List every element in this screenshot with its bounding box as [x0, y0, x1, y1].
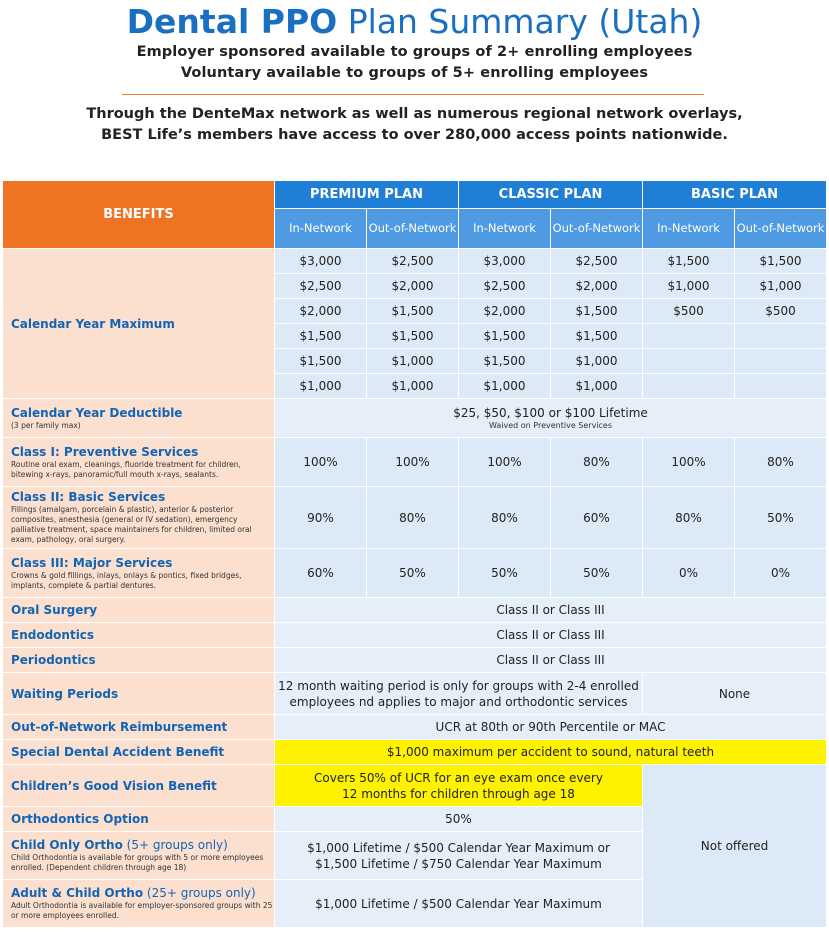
subtitle-voluntary: Voluntary available to groups of 5+ enrolling employees	[180, 65, 649, 81]
table-cell: 80%	[367, 487, 459, 549]
table-cell: 80%	[459, 487, 551, 549]
intro-line-1: Through the DenteMax network as well as numerous regional network overlays,	[86, 106, 743, 122]
vision-benefit-value	[275, 765, 643, 807]
waiting-periods-basic: None	[643, 673, 827, 715]
table-cell: $1,000	[459, 374, 551, 399]
network-header: Out-of-Network	[735, 209, 827, 249]
orthodontics-option-label: Orthodontics Option	[3, 807, 275, 832]
basic-plan-header: BASIC PLAN	[643, 181, 827, 209]
table-cell: $3,000	[275, 249, 367, 274]
table-cell: $1,500	[459, 324, 551, 349]
adult-ortho-label: Adult & Child Ortho	[11, 886, 144, 900]
table-cell: 50%	[735, 487, 827, 549]
table-cell: $1,000	[551, 349, 643, 374]
table-cell	[735, 324, 827, 349]
class3-label: Class III: Major Services	[11, 555, 173, 570]
table-cell: $1,500	[367, 299, 459, 324]
table-cell: $2,500	[459, 274, 551, 299]
accident-benefit-label: Special Dental Accident Benefit	[3, 740, 275, 765]
table-cell: 100%	[275, 438, 367, 487]
table-cell: $1,000	[275, 374, 367, 399]
table-cell: 50%	[551, 549, 643, 598]
table-cell: $1,500	[551, 299, 643, 324]
not-offered-cell: Not offered	[643, 765, 827, 928]
child-ortho-note: Child Orthodontia is available for groups with 5 or more employees enrolled. (Dependent children through age 18)	[11, 853, 264, 872]
calendar-year-maximum-label: Calendar Year Maximum	[3, 249, 275, 399]
table-cell: 60%	[551, 487, 643, 549]
table-cell: $2,000	[367, 274, 459, 299]
table-cell: 80%	[735, 438, 827, 487]
vision-line-2: 12 months for children through age 18	[342, 786, 575, 801]
network-header: In-Network	[459, 209, 551, 249]
child-ortho-row-label	[3, 832, 275, 880]
deductible-row-label	[3, 399, 275, 438]
benefits-header: BENEFITS	[3, 181, 275, 249]
table-cell: $3,000	[459, 249, 551, 274]
table-cell: 100%	[459, 438, 551, 487]
title-bold: Dental PPO	[126, 2, 338, 41]
table-cell: $2,000	[551, 274, 643, 299]
orthodontics-option-value: 50%	[275, 807, 643, 832]
network-header: Out-of-Network	[551, 209, 643, 249]
waiting-line-2: employees nd applies to major and orthodontic services	[289, 694, 628, 709]
waiting-periods-value	[275, 673, 643, 715]
table-cell: 80%	[643, 487, 735, 549]
class3-row-label	[3, 549, 275, 598]
table-cell: $1,500	[735, 249, 827, 274]
network-header: In-Network	[643, 209, 735, 249]
table-cell: $500	[735, 299, 827, 324]
table-cell: $1,500	[275, 324, 367, 349]
adult-ortho-value: $1,000 Lifetime / $500 Calendar Year Maximum	[275, 880, 643, 928]
table-cell: 0%	[643, 549, 735, 598]
child-ortho-line-1: $1,000 Lifetime / $500 Calendar Year Maximum or	[307, 840, 610, 855]
oon-reimbursement-value: UCR at 80th or 90th Percentile or MAC	[275, 715, 827, 740]
network-header: In-Network	[275, 209, 367, 249]
table-cell: $500	[643, 299, 735, 324]
table-cell	[735, 349, 827, 374]
classic-plan-header: CLASSIC PLAN	[459, 181, 643, 209]
adult-ortho-row-label	[3, 880, 275, 928]
oral-surgery-label: Oral Surgery	[3, 598, 275, 623]
waiting-line-1: 12 month waiting period is only for groups with 2-4 enrolled	[278, 678, 639, 693]
class2-label: Class II: Basic Services	[11, 490, 166, 504]
accident-benefit-value: $1,000 maximum per accident to sound, natural teeth	[275, 740, 827, 765]
table-cell: $1,000	[551, 374, 643, 399]
table-cell: $1,500	[275, 349, 367, 374]
table-cell: $1,500	[551, 324, 643, 349]
table-cell: 50%	[367, 549, 459, 598]
table-cell: 0%	[735, 549, 827, 598]
table-cell: $1,000	[643, 274, 735, 299]
table-cell: $1,000	[735, 274, 827, 299]
adult-ortho-note: Adult Orthodontia is available for employer-sponsored groups with 25 or more employees enrolled.	[11, 901, 273, 920]
table-cell: $1,500	[367, 324, 459, 349]
table-cell: 90%	[275, 487, 367, 549]
oon-reimbursement-label: Out-of-Network Reimbursement	[3, 715, 275, 740]
deductible-value: $25, $50, $100 or $100 Lifetime	[453, 406, 648, 420]
class3-note: Crowns & gold fillings, inlays, onlays & pontics, fixed bridges, implants, complete & partial dentures.	[11, 570, 242, 590]
deductible-value-cell	[275, 399, 827, 438]
child-ortho-suffix: (5+ groups only)	[122, 838, 228, 852]
periodontics-label: Periodontics	[3, 648, 275, 673]
oral-surgery-value: Class II or Class III	[275, 598, 827, 623]
endodontics-label: Endodontics	[3, 623, 275, 648]
header-divider	[122, 94, 704, 95]
table-cell: $2,500	[367, 249, 459, 274]
vision-benefit-label: Children’s Good Vision Benefit	[3, 765, 275, 807]
deductible-note: (3 per family max)	[11, 420, 81, 430]
table-cell: $1,500	[643, 249, 735, 274]
table-cell: $2,500	[551, 249, 643, 274]
deductible-label: Calendar Year Deductible	[11, 405, 183, 420]
table-cell: 100%	[643, 438, 735, 487]
adult-ortho-suffix: (25+ groups only)	[143, 886, 256, 900]
class1-label: Class I: Preventive Services	[11, 444, 199, 459]
child-ortho-label: Child Only Ortho	[11, 838, 123, 852]
intro-line-2: BEST Life’s members have access to over 280,000 access points nationwide.	[101, 127, 728, 143]
class2-note: Fillings (amalgam, porcelain & plastic), anterior & posterior composites, anesthesia (general or IV sedation), emergency palliative treatment, space maintainers for children, limited oral exam, pathology, oral surgery.	[11, 505, 252, 544]
endodontics-value: Class II or Class III	[275, 623, 827, 648]
table-cell: $1,000	[367, 349, 459, 374]
periodontics-value: Class II or Class III	[275, 648, 827, 673]
table-cell	[735, 374, 827, 399]
page-title	[0, 2, 829, 42]
waiting-periods-label: Waiting Periods	[3, 673, 275, 715]
child-ortho-value	[275, 832, 643, 880]
table-cell: $1,500	[459, 349, 551, 374]
plan-summary-table	[2, 180, 827, 928]
table-cell: 100%	[367, 438, 459, 487]
title-light: Plan Summary (Utah)	[347, 2, 703, 41]
vision-line-1: Covers 50% of UCR for an eye exam once every	[314, 770, 603, 785]
table-cell: 50%	[459, 549, 551, 598]
premium-plan-header: PREMIUM PLAN	[275, 181, 459, 209]
table-cell: $2,500	[275, 274, 367, 299]
class1-row-label	[3, 438, 275, 487]
child-ortho-line-2: $1,500 Lifetime / $750 Calendar Year Maximum	[315, 856, 602, 871]
table-cell	[643, 374, 735, 399]
table-cell	[643, 349, 735, 374]
table-cell: $2,000	[459, 299, 551, 324]
subtitle-employer: Employer sponsored available to groups of 2+ enrolling employees	[136, 44, 693, 60]
table-cell: $1,000	[367, 374, 459, 399]
class1-note: Routine oral exam, cleanings, fluoride treatment for children, bitewing x-rays, panoramic/full mouth x-rays, sealants.	[11, 459, 241, 479]
table-cell: 60%	[275, 549, 367, 598]
class2-row-label	[3, 487, 275, 549]
deductible-subnote: Waived on Preventive Services	[488, 421, 613, 430]
table-cell: 80%	[551, 438, 643, 487]
table-cell: $2,000	[275, 299, 367, 324]
table-cell	[643, 324, 735, 349]
network-header: Out-of-Network	[367, 209, 459, 249]
